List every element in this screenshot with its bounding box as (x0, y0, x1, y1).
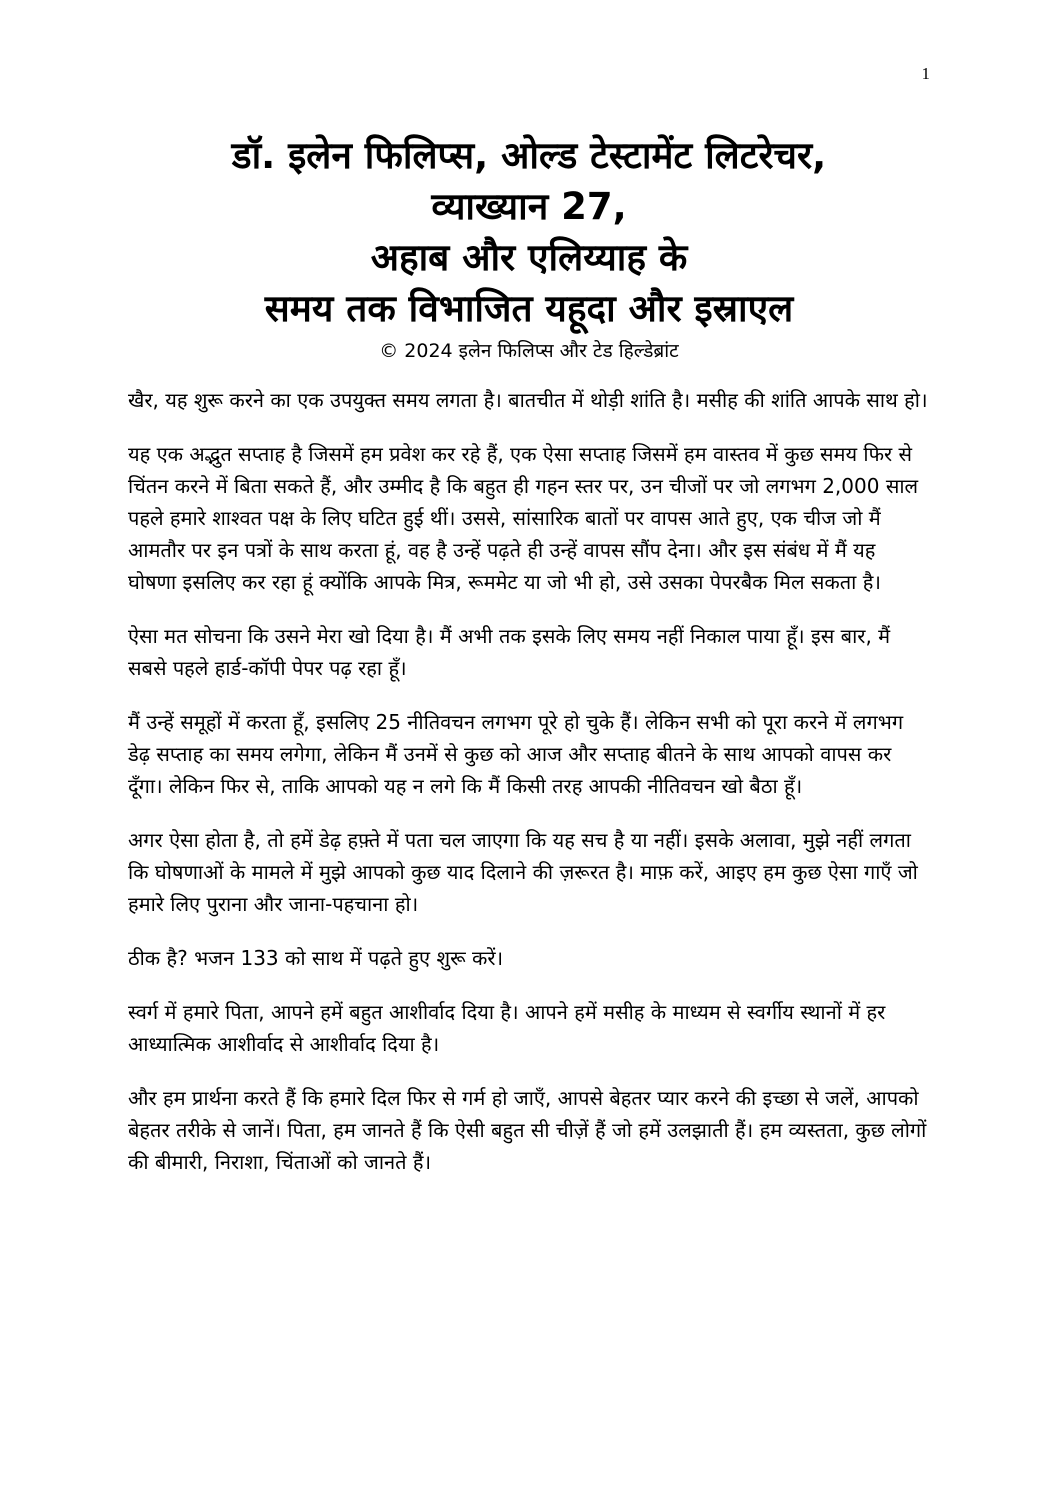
title-line-1: डॉ. इलेन फिलिप्स, ओल्ड टेस्टामेंट लिटरेचर, (231, 134, 827, 177)
paragraph: खैर, यह शुरू करने का एक उपयुक्त समय लगता है। बातचीत में थोड़ी शांति है। मसीह की शांति आपके साथ हो। (128, 388, 928, 412)
paragraph: ऐसा मत सोचना कि उसने मेरा खो दिया है। मैं अभी तक इसके लिए समय नहीं निकाल पाया हूँ। इस बार, मैं सबसे पहले हार्ड-कॉपी पेपर पढ़ रहा हूँ। (128, 624, 891, 680)
paragraph: अगर ऐसा होता है, तो हमें डेढ़ हफ़्ते में पता चल जाएगा कि यह सच है या नहीं। इसके अलावा, मुझे नहीं लगता कि घोषणाओं के मामले में मुझे आपको कुछ याद दिलाने की ज़रूरत है। माफ़ करें, आइए हम कुछ ऐसा गाएँ जो हमारे लिए पुराना और जाना-पहचाना हो। (128, 828, 918, 916)
body-text (128, 384, 928, 1200)
title-line-4: समय तक विभाजित यहूदा और इस्राएल (264, 287, 794, 330)
page-number: 1 (921, 64, 930, 83)
paragraph: स्वर्ग में हमारे पिता, आपने हमें बहुत आशीर्वाद दिया है। आपने हमें मसीह के माध्यम से स्वर्गीय स्थानों में हर आध्यात्मिक आशीर्वाद से आशीर्वाद दिया है। (128, 1000, 886, 1056)
paragraph: ठीक है? भजन 133 को साथ में पढ़ते हुए शुरू करें। (128, 946, 504, 970)
paragraph: और हम प्रार्थना करते हैं कि हमारे दिल फिर से गर्म हो जाएँ, आपसे बेहतर प्यार करने की इच्छा से जलें, आपको बेहतर तरीके से जानें। पिता, हम जानते हैं कि ऐसी बहुत सी चीज़ें हैं जो हमें उलझाती हैं। हम व्यस्तता, कुछ लोगों की बीमारी, निराशा, चिंताओं को जानते हैं। (128, 1086, 927, 1174)
title-line-3: अहाब और एलिय्याह के (370, 236, 688, 279)
title-line-2: व्याख्यान 27, (431, 185, 627, 228)
paragraph: यह एक अद्भुत सप्ताह है जिसमें हम प्रवेश कर रहे हैं, एक ऐसा सप्ताह जिसमें हम वास्तव में कुछ समय फिर से चिंतन करने में बिता सकते हैं, और उम्मीद है कि बहुत ही गहन स्तर पर, उन चीजों पर जो लगभग 2,000 साल पहले हमारे शाश्वत पक्ष के लिए घटित हुई थीं। उससे, सांसारिक बातों पर वापस आते हुए, एक चीज जो मैं आमतौर पर इन पत्रों के साथ करता हूं, वह है उन्हें पढ़ते ही उन्हें वापस सौंप देना। और इस संबंध में मैं यह घोषणा इसलिए कर रहा हूं क्योंकि आपके मित्र, रूममेट या जो भी हो, उसे उसका पेपरबैक मिल सकता है। (128, 442, 919, 594)
title-block (90, 130, 968, 364)
paragraph: मैं उन्हें समूहों में करता हूँ, इसलिए 25 नीतिवचन लगभग पूरे हो चुके हैं। लेकिन सभी को पूरा करने में लगभग डेढ़ सप्ताह का समय लगेगा, लेकिन मैं उनमें से कुछ को आज और सप्ताह बीतने के साथ आपको वापस कर दूँगा। लेकिन फिर से, ताकि आपको यह न लगे कि मैं किसी तरह आपकी नीतिवचन खो बैठा हूँ। (128, 710, 904, 798)
copyright-line: © 2024 इलेन फिलिप्स और टेड हिल्डेब्रांट (379, 340, 679, 362)
